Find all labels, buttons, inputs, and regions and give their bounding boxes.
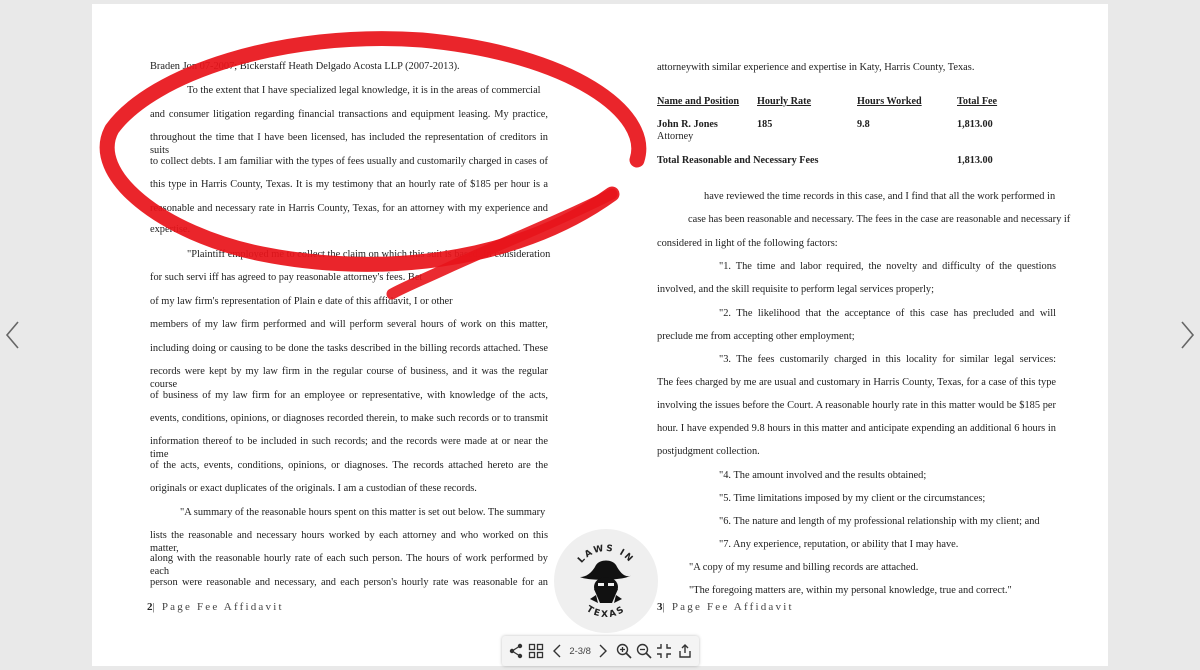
right-page-number: 3 <box>657 601 663 613</box>
table-cell-fee: 1,813.00 <box>957 119 993 130</box>
export-icon[interactable] <box>676 642 694 660</box>
table-header-hours: Hours Worked <box>857 96 922 107</box>
left-page <box>92 4 600 666</box>
right-page-footer <box>657 601 794 613</box>
right-line-12: postjudgment collection. <box>657 446 760 457</box>
left-page-number: 2 <box>147 601 153 613</box>
next-page-icon[interactable] <box>594 642 612 660</box>
zoom-in-icon[interactable] <box>615 642 633 660</box>
table-cell-position: Attorney <box>657 131 694 142</box>
right-line-13: "4. The amount involved and the results obtained; <box>719 470 927 481</box>
left-line-11: of my law firm's representation of Plain e date of this affidavit, I or other <box>150 296 453 307</box>
left-line-5: to collect debts. I am familiar with the types of fees usually and customarily charged in cases of <box>150 156 548 167</box>
left-line-6: this type in Harris County, Texas. It is my testimony that an hourly rate of $185 per hour is a <box>150 179 548 190</box>
table-total-label: Total Reasonable and Necessary Fees <box>657 155 819 166</box>
left-line-10: for such servi iff has agreed to pay reasonable attorney's fees. Bet <box>150 272 423 283</box>
right-page <box>600 4 1108 666</box>
left-line-14: records were kept by my law firm in the regular course of business, and it was the regular course <box>150 366 548 390</box>
right-line-7: preclude me from accepting other employment; <box>657 331 855 342</box>
left-line-7: reasonable and necessary rate in Harris County, Texas, for an attorney with my experience and <box>150 203 548 214</box>
logo-text-bottom: TEXAS <box>584 604 628 621</box>
right-line-17: "A copy of my resume and billing records are attached. <box>689 562 919 573</box>
laws-in-texas-logo <box>554 529 658 633</box>
left-line-20: "A summary of the reasonable hours spent on this matter is set out below. The summary <box>180 507 546 518</box>
left-line-17: information thereof to be included in such records; and the records were made at or near the time <box>150 436 548 460</box>
zoom-out-icon[interactable] <box>635 642 653 660</box>
share-icon[interactable] <box>507 642 525 660</box>
logo-text-top: LAWS IN <box>576 543 636 566</box>
right-line-5: involved, and the skill requisite to perform legal services properly; <box>657 284 935 295</box>
left-line-16: events, conditions, opinions, or diagnoses recorded therein, to make such records or to transmit <box>150 413 548 424</box>
right-line-4: "1. The time and labor required, the novelty and difficulty of the questions <box>719 261 1056 272</box>
table-header-rate: Hourly Rate <box>757 96 812 107</box>
right-footer-text: | Page Fee Affidavit <box>662 601 794 613</box>
right-line-18: "The foregoing matters are, within my personal knowledge, true and correct." <box>689 585 1012 596</box>
right-intro-line: attorneywith similar experience and expertise in Katy, Harris County, Texas. <box>657 62 975 73</box>
left-line-2: To the extent that I have specialized legal knowledge, it is in the areas of commercial <box>187 85 541 96</box>
right-line-14: "5. Time limitations imposed by my client or the circumstances; <box>719 493 986 504</box>
left-line-13: including doing or causing to be done the tasks described in the billing records attached. These <box>150 343 548 354</box>
left-page-footer <box>147 601 284 613</box>
previous-page-arrow-icon[interactable] <box>2 318 24 352</box>
page-indicator: 2-3/8 <box>569 645 591 657</box>
previous-page-icon[interactable] <box>548 642 566 660</box>
table-header-name: Name and Position <box>657 96 740 107</box>
left-line-23: person were reasonable and necessary, and each person's hourly rate was reasonable for an <box>150 577 548 588</box>
left-line-15: of business of my law firm for an employee or representative, with knowledge of the acts, <box>150 390 548 401</box>
left-line-8: expertise. <box>150 224 191 235</box>
table-header-fee: Total Fee <box>957 96 998 107</box>
svg-text:TEXAS <box>585 604 628 620</box>
cowboy-hat-icon <box>580 561 632 580</box>
table-total-value: 1,813.00 <box>957 155 993 166</box>
right-line-1: have reviewed the time records in this case, and I find that all the work performed in <box>704 191 1056 202</box>
viewer-toolbar <box>502 636 699 666</box>
left-line-1: Braden Jon 07-2007; Bickerstaff Heath Delgado Acosta LLP (2007-2013). <box>150 61 460 72</box>
left-line-12: members of my law firm performed and will perform several hours of work on this matter, <box>150 319 548 330</box>
left-line-19: originals or exact duplicates of the originals. I am a custodian of these records. <box>150 483 477 494</box>
table-cell-name: John R. Jones <box>657 119 718 130</box>
left-line-21: lists the reasonable and necessary hours worked by each attorney and who worked on this matter, <box>150 530 548 554</box>
right-line-9: The fees charged by me are usual and customary in Harris County, Texas, for a case of this type <box>657 377 1056 388</box>
next-page-arrow-icon[interactable] <box>1176 318 1198 352</box>
table-cell-hours: 9.8 <box>857 119 870 130</box>
left-line-22: along with the reasonable hourly rate of each such person. The hours of work performed by each <box>150 553 548 577</box>
left-line-9: "Plaintiff employed me to collect the claim on which this suit is based. In consideration <box>187 249 551 260</box>
thumbnails-icon[interactable] <box>527 642 545 660</box>
left-line-3: and consumer litigation regarding financial transactions and equipment leasing. My practice, <box>150 109 548 120</box>
right-line-3: considered in light of the following factors: <box>657 238 838 249</box>
right-line-6: "2. The likelihood that the acceptance of this case has precluded and will <box>719 308 1056 319</box>
left-line-18: of the acts, events, conditions, opinions, or diagnoses. The records attached hereto are the <box>150 460 548 471</box>
right-line-8: "3. The fees customarily charged in this locality for similar legal services: <box>719 354 1056 365</box>
left-line-4: throughout the time that I have been licensed, has included the representation of creditors in suits <box>150 132 548 156</box>
right-line-11: hour. I have expended 9.8 hours in this matter and anticipate expending an additional 6 hours in <box>657 423 1056 434</box>
document-spread <box>92 4 1108 666</box>
left-footer-text: | Page Fee Affidavit <box>152 601 284 613</box>
table-cell-rate: 185 <box>757 119 773 130</box>
right-line-10: involving the issues before the Court. A reasonable hourly rate in this matter would be $185 per <box>657 400 1056 411</box>
right-line-15: "6. The nature and length of my professional relationship with my client; and <box>719 516 1040 527</box>
fullscreen-icon[interactable] <box>655 642 673 660</box>
right-line-2: case has been reasonable and necessary. The fees in the case are reasonable and necessary if <box>688 214 1071 225</box>
right-line-16: "7. Any experience, reputation, or ability that I may have. <box>719 539 959 550</box>
